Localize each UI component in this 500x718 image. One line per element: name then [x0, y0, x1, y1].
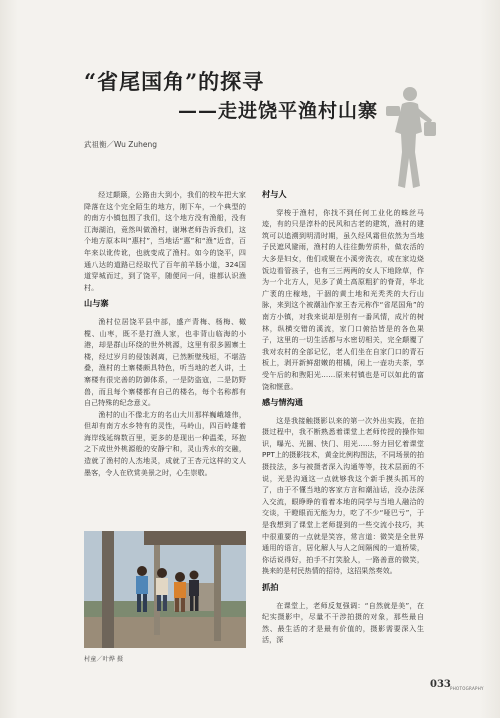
body-paragraph: 穿梭于渔村，你找不到任何工业化的蛛丝马迹，有的只是淳朴的民风和古老的建筑，渔村的建筑可以追溯到明清时期，虽久经风霜但依然为当地子民遮风避雨，渔村的人往往勤劳质朴，做农活的大多是妇女，他们或聚在小溪旁洗衣，或在家边烧饭边看管孩子，也有三三两两的女人下地除草，作为一个北方人，见多了黄土高原粗犷的脊背，华北广袤的庄稼地，干涸的黄土地和光秃秃的大行山脉，来到这个被潮汕作家王杏元称作“省尾国角”的南方小镇，对我来说却是别有一番风情，成片的树林，纵横交错的溪流，家门口俯拾皆是的各色果子，这里的一切生活都与水密切相关，完全颠覆了我对农村的全部记忆，老人们坐在自家门口的青石板上，剥开新鲜甜嫩的柑橘，闲上一壶功夫茶，享受午后的和煦阳光……原来村镇也是可以如此的富饶和惬意。 — [262, 207, 424, 391]
page-number: 033 — [430, 679, 451, 690]
article-title: “省尾国角”的探寻 — [84, 69, 265, 94]
section-heading-village: 村与人 — [262, 189, 287, 199]
right-column — [262, 189, 424, 646]
body-paragraph: 这是我接触摄影以来的第一次外出实践，在拍摄过程中，我不断熟悉着课堂上老师传授的操作知识，曝光、光圈、快门、用光……努力回忆着课堂PPT上的摄影技术，黄金比例构图法，不同场景的拍摄技法，多与被摄者深入沟通等等，技术层面的不说，光是沟通这一点就够我这个新手摸头抓耳的了，由于不懂当地的客家方言和潮汕话，没办法深入交流，眼睁睁的看着本地的同学与当地人融洽的交谈，干瞪眼而无能为力，吃了不少“哑巴亏”，于是我想到了课堂上老师提到的一些交流小技巧，其中很重要的一点就是笑容，常言道：微笑是全世界通用的语言，居化解人与人之间隔阂的一道桥梁，你话说得好，拍手不打笑脸人，一路善意的微笑，换来的是村民热情的招待，这招果然奏效。 — [262, 415, 424, 576]
body-paragraph: 在课堂上，老师反复强调：“自然就是美”，在纪实摄影中，尽量不干涉拍摄的对象，那些最自然、最生活的才是最有价值的，摄影需要深入生活，深 — [262, 600, 424, 645]
section-heading-candid: 抓拍 — [262, 582, 279, 592]
photo-caption: 村童／叶烨 摄 — [84, 656, 124, 663]
page-section-label: PHOTOGRAPHY — [450, 686, 484, 691]
body-paragraph: 渔村的山不像北方的名山大川那样巍峨雄伟，但却有南方水乡特有的灵性，马岭山，四百岭雄着海岸线延绵数百里，更多的是现出一种温柔，环抱之下成世外桃源般的安静宁和，灵山秀水的交融，造就了渔村的人杰地灵，成就了王杏元这样的文人墨客，令人在欣赏美景之时，心生崇敬。 — [84, 409, 246, 477]
village-children-photo — [84, 531, 246, 648]
author-byline: 武祖衡／Wu Zuheng — [84, 140, 158, 149]
section-heading-communication: 感与情沟通 — [262, 397, 303, 408]
section-heading-mountain: 山与寨 — [84, 298, 109, 309]
left-column — [84, 189, 246, 478]
photographer-silhouette-icon — [380, 82, 440, 192]
body-paragraph: 渔村位居饶平县中部，盛产青梅、杨梅、橄榄、山枣，既不是打渔人家，也非背山临海的小港，却是群山环绕的世外桃源，这里有很多圆寨土楼，经过岁月的侵蚀剥离，已然断壁残垣，不堪浩叠，渔村的土寨楼颇具特色，听当地的老人讲，土寨楼有很完善的防御体系，一是防盗寇，二是防野兽，而且每个寨楼都有自己的楼名，每个名称都有自己特殊的纪念意义。 — [84, 316, 246, 408]
intro-paragraph: 经过颠簸，公路由大到小，我们的校车把大家降落在这个完全陌生的地方，刚下车，一个典型的的南方小镇包围了我们，这个地方没有渔船，没有江海湖泊，竟然叫做渔村，谢琳老师告诉我们，这个地方原本叫“惠村”，当地话“惠”和“渔”近音，百年来以讹传讹，也就变成了渔村。如今的饶平，四通八达的道路已经取代了百年前羊肠小道，324国道穿城而过，到了饶平，随便问一问，谁都认识渔村。 — [84, 190, 246, 292]
article-subtitle: ——走进饶平渔村山寨 — [178, 100, 379, 122]
